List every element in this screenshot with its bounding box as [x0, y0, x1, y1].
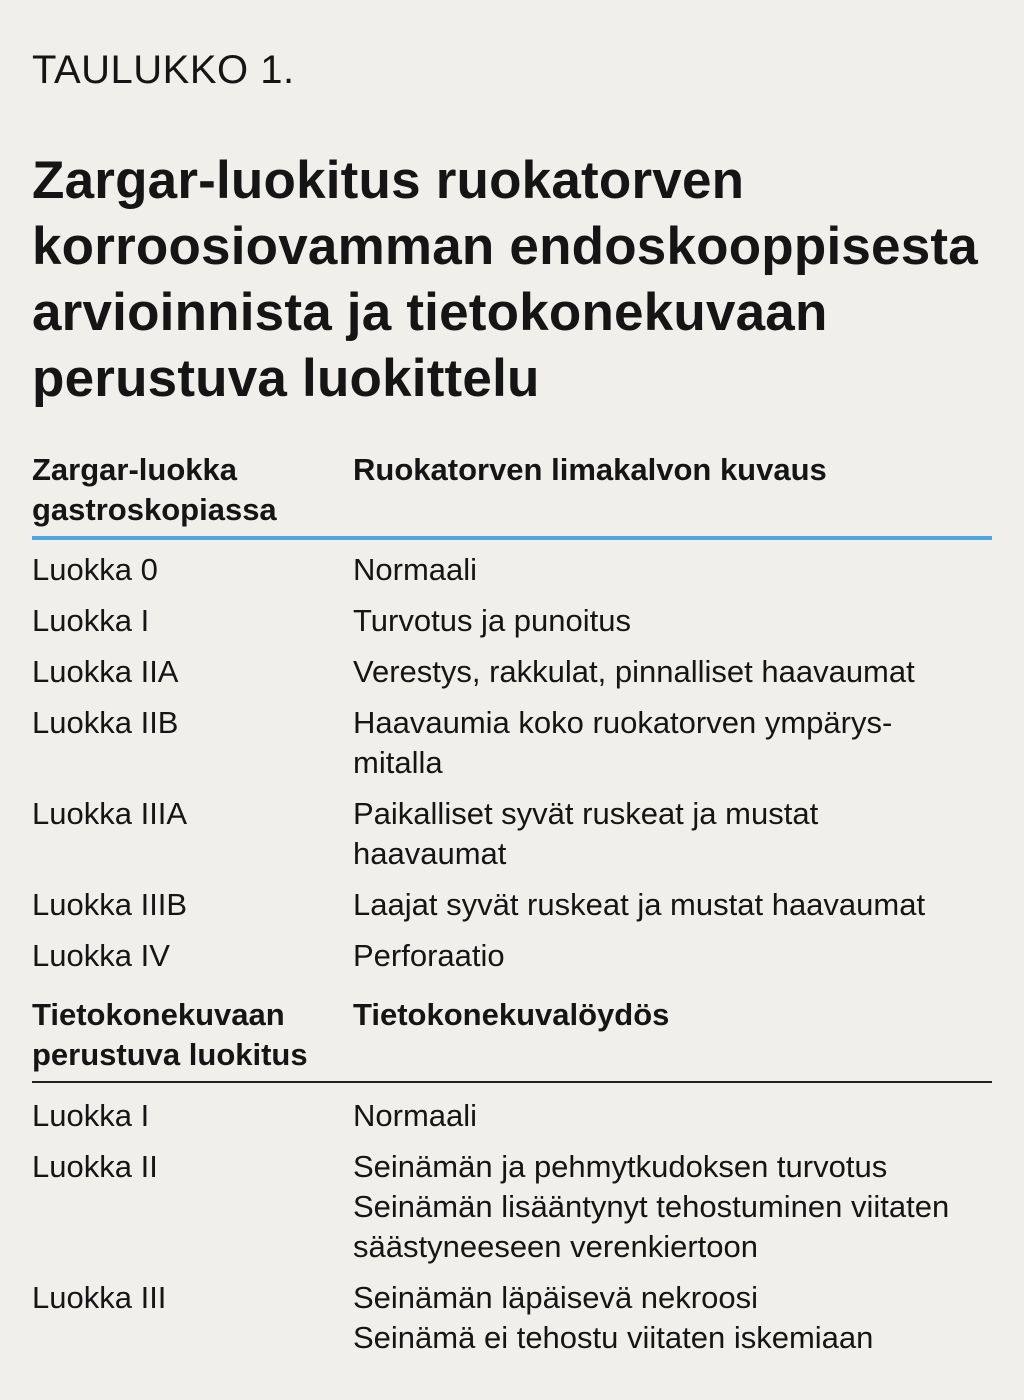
grade-cell: Luokka IIB	[32, 705, 179, 740]
zargar-header-row	[32, 450, 992, 540]
grade-cell: Luokka IIIA	[32, 796, 188, 831]
table-row	[32, 652, 992, 692]
ct-header-grade: Tietokonekuvaan perustuva luokitus	[32, 997, 308, 1072]
zargar-rows	[32, 540, 992, 976]
grade-cell: Luokka IV	[32, 938, 170, 973]
ct-rows	[32, 1083, 992, 1358]
description-cell: Paikalliset syvät ruskeat ja mustat haavaumat	[353, 796, 819, 871]
table-row	[32, 703, 992, 783]
zargar-header-description: Ruokatorven limakalvon kuvaus	[353, 452, 827, 487]
table-row	[32, 550, 992, 590]
description-cell: Normaali	[353, 552, 478, 587]
table-row	[32, 1147, 992, 1267]
table-row	[32, 1096, 992, 1136]
table-title: Zargar-luokitus ruokatorven korroosiovamman endoskooppisesta arvioinnista ja tietokonekuvaan perustuva luokittelu	[32, 151, 978, 408]
description-cell: Turvotus ja punoitus	[353, 603, 632, 638]
finding-cell: Seinämän läpäisevä nekroosi Seinämä ei tehostu viitaten iskemiaan	[353, 1280, 874, 1355]
grade-cell: Luokka III	[32, 1280, 167, 1315]
finding-cell: Seinämän ja pehmytkudoksen turvotus Seinämän lisääntynyt tehostuminen viitaten säästyneeseen verenkiertoon	[353, 1149, 950, 1264]
ct-section	[32, 995, 992, 1369]
table-row	[32, 794, 992, 874]
grade-cell: Luokka I	[32, 1098, 150, 1133]
table-row	[32, 601, 992, 641]
finding-cell: Normaali	[353, 1098, 478, 1133]
grade-cell: Luokka IIA	[32, 654, 179, 689]
description-cell: Perforaatio	[353, 938, 505, 973]
table-number-label: TAULUKKO 1.	[32, 48, 295, 92]
table-row	[32, 1278, 992, 1358]
description-cell: Laajat syvät ruskeat ja mustat haavaumat	[353, 887, 926, 922]
ct-header-finding: Tietokonekuvalöydös	[353, 997, 670, 1032]
grade-cell: Luokka II	[32, 1149, 158, 1184]
description-cell: Haavaumia koko ruokatorven ympärys- mitalla	[353, 705, 893, 780]
zargar-section	[32, 450, 992, 987]
zargar-header-grade: Zargar-luokka gastroskopiassa	[32, 452, 277, 527]
grade-cell: Luokka 0	[32, 552, 158, 587]
grade-cell: Luokka IIIB	[32, 887, 188, 922]
grade-cell: Luokka I	[32, 603, 150, 638]
table-row	[32, 936, 992, 976]
description-cell: Verestys, rakkulat, pinnalliset haavaumat	[353, 654, 915, 689]
table-row	[32, 885, 992, 925]
ct-header-row	[32, 995, 992, 1083]
